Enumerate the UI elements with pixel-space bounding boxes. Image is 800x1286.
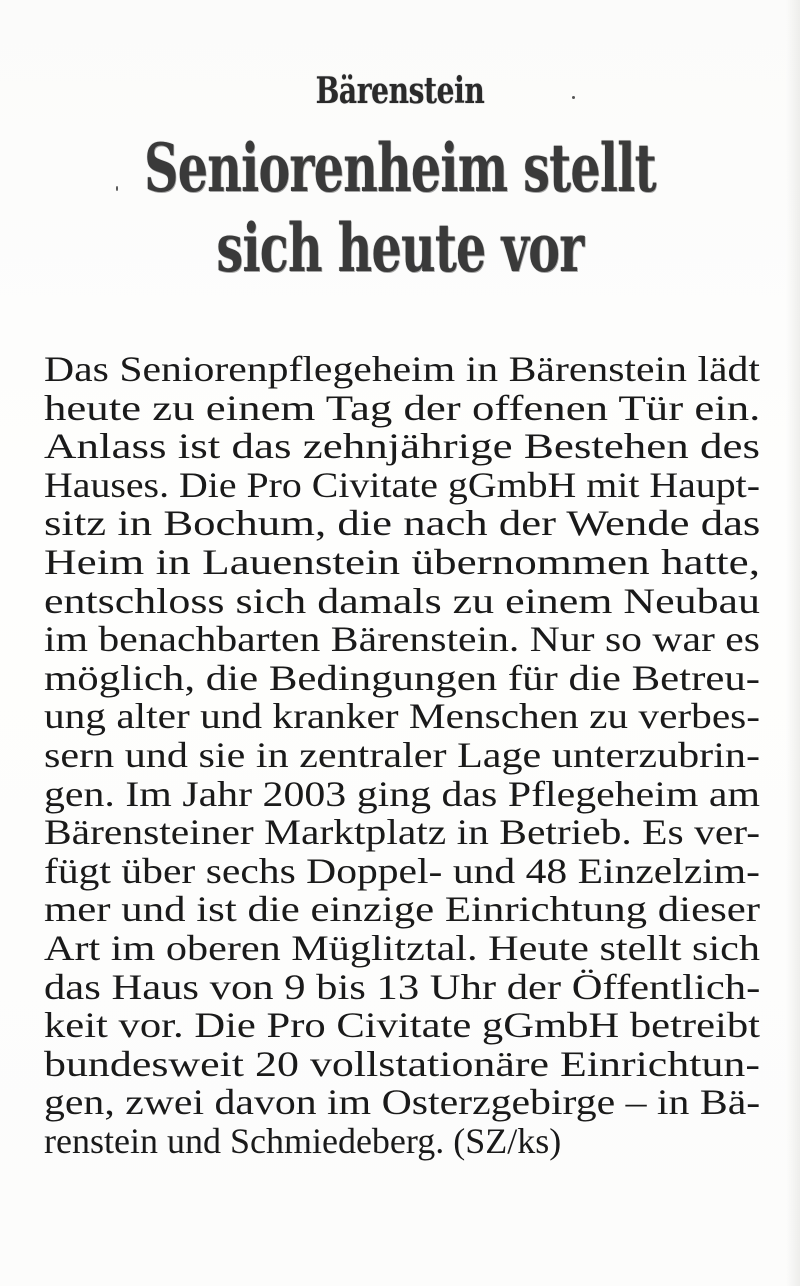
body-line: renstein und Schmiedeberg. (SZ/ks) xyxy=(44,1120,562,1161)
body-line: Anlass ist das zehnjährige Bestehen des xyxy=(44,426,760,467)
body-line: keit vor. Die Pro Civitate gGmbH betreibt xyxy=(44,1005,760,1046)
body-line: im benachbarten Bärenstein. Nur so war es xyxy=(44,619,760,660)
article-headline xyxy=(112,128,688,288)
article-body xyxy=(44,350,760,1160)
body-line: möglich, die Bedingungen für die Betreu- xyxy=(44,657,760,698)
body-line: Das Seniorenpflegeheim in Bärenstein lädt xyxy=(44,349,760,389)
body-line: ung alter und kranker Menschen zu verbes- xyxy=(44,696,760,737)
article-kicker: Bärenstein xyxy=(315,70,485,112)
body-line: mer und ist die einzige Einrichtung dieser xyxy=(44,889,760,930)
headline-line: Seniorenheim stellt xyxy=(144,129,656,207)
body-line: Art im oberen Müglitztal. Heute stellt sich xyxy=(44,927,760,968)
body-line: das Haus von 9 bis 13 Uhr der Öffentlich- xyxy=(44,966,761,1007)
body-line: sern und sie in zentraler Lage unterzubrin- xyxy=(44,734,760,775)
body-line: gen. Im Jahr 2003 ging das Pflegeheim am xyxy=(44,773,760,814)
body-line: Hauses. Die Pro Civitate gGmbH mit Haupt- xyxy=(44,464,760,505)
body-line: Heim in Lauenstein übernommen hatte, xyxy=(44,541,760,582)
body-line: Bärensteiner Marktplatz in Betrieb. Es ver- xyxy=(44,812,761,853)
paper-edge-shadow xyxy=(786,0,800,1286)
body-line: bundesweit 20 vollstationäre Einrichtun- xyxy=(44,1043,760,1084)
body-line: entschloss sich damals zu einem Neubau xyxy=(44,580,760,621)
body-line: heute zu einem Tag der offenen Tür ein. xyxy=(44,387,761,428)
body-line: gen, zwei davon im Osterzgebirge – in Bä- xyxy=(44,1082,761,1123)
body-line: sitz in Bochum, die nach der Wende das xyxy=(44,503,761,544)
body-line: fügt über sechs Doppel- und 48 Einzelzim- xyxy=(44,850,760,891)
headline-line: sich heute vor xyxy=(216,209,584,287)
